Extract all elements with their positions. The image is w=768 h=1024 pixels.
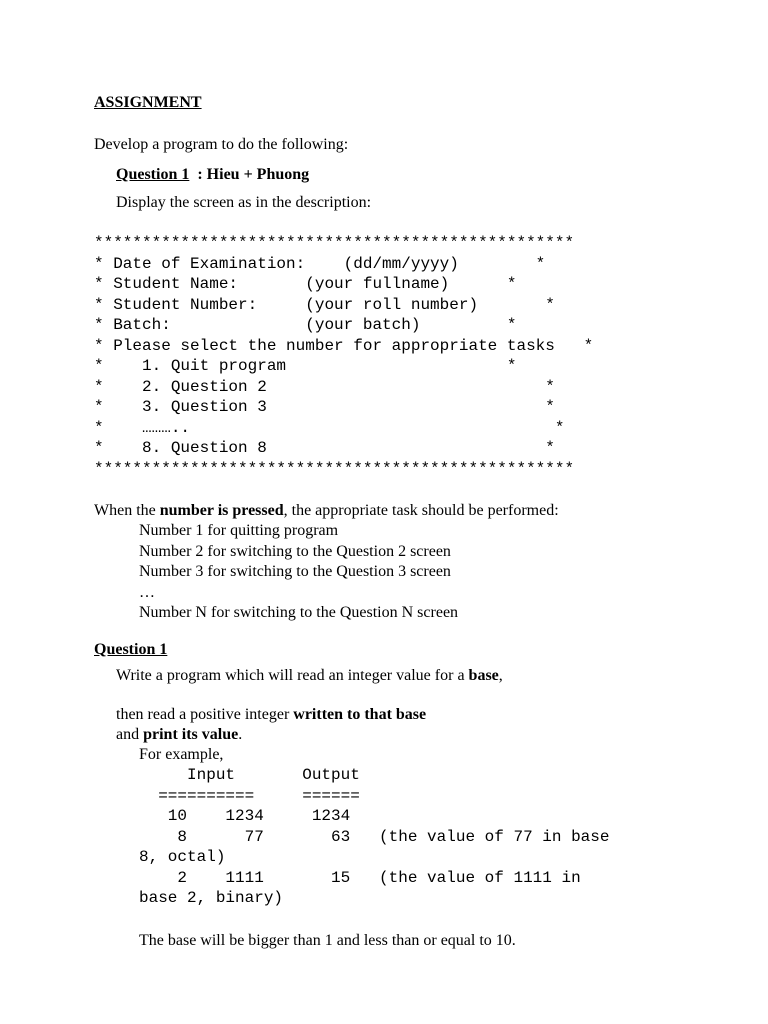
q1-text-bold: base xyxy=(468,667,499,684)
when-pressed-post: , the appropriate task should be performed: xyxy=(283,502,559,519)
when-pressed-pre: When the xyxy=(94,502,160,519)
question-1-line-2 xyxy=(116,705,426,725)
q1-line2-bold: written to that base xyxy=(293,706,427,723)
example-line: 2 1111 15 (the value of 1111 in xyxy=(139,868,581,887)
menu-line: ************************************************** xyxy=(94,234,575,252)
example-line: base 2, binary) xyxy=(139,889,284,907)
q1-text-pre: Write a program which will read an integer value for a xyxy=(116,667,469,684)
base-note: The base will be bigger than 1 and less than or equal to 10. xyxy=(139,932,516,949)
menu-line: * Please select the number for appropriate tasks * xyxy=(94,336,594,355)
q1-text-post: , xyxy=(498,667,503,684)
example-line: 8 77 63 (the value of 77 in base xyxy=(139,827,610,846)
example-line: 10 1234 1234 xyxy=(139,807,351,825)
example-table xyxy=(139,765,609,909)
q1-line2-pre: then read a positive integer xyxy=(116,706,294,723)
intro-text: Develop a program to do the following: xyxy=(94,136,349,153)
question-1-line-3 xyxy=(116,725,242,745)
for-example-label: For example, xyxy=(139,746,224,763)
menu-line: * Batch: (your batch) * xyxy=(94,316,517,334)
number-list xyxy=(139,521,458,624)
question-1-authors: Hieu + Phuong xyxy=(206,166,310,183)
q1-line3-bold: print its value xyxy=(143,726,239,743)
list-item: Number 3 for switching to the Question 3 screen xyxy=(139,563,451,580)
q1-line3-pre: and xyxy=(116,726,144,743)
menu-line: * 2. Question 2 * xyxy=(94,377,555,396)
menu-line: * Date of Examination: (dd/mm/yyyy) * xyxy=(94,254,546,273)
menu-screen-block xyxy=(94,233,593,479)
menu-line: * Student Name: (your fullname) * xyxy=(94,275,517,293)
when-pressed-bold: number is pressed xyxy=(159,502,284,519)
question-1-text xyxy=(116,666,503,686)
question-1-heading xyxy=(116,165,309,185)
question-1-title: Question 1 xyxy=(94,641,168,658)
menu-line: * Student Number: (your roll number) * xyxy=(94,295,555,314)
q1-line3-post: . xyxy=(238,726,243,743)
menu-line: ************************************************** xyxy=(94,459,575,478)
example-line: ========== ====== xyxy=(139,786,360,805)
list-item: Number 1 for quitting program xyxy=(139,522,339,539)
example-line: Input Output xyxy=(139,766,360,784)
question-1-separator: : xyxy=(189,166,207,183)
menu-line: * 1. Quit program * xyxy=(94,357,517,375)
question-1-label: Question 1 xyxy=(116,166,190,183)
list-item: Number N for switching to the Question N screen xyxy=(139,604,459,621)
menu-line: * ……….. * xyxy=(94,418,565,437)
assignment-heading: ASSIGNMENT xyxy=(94,94,202,111)
list-item: … xyxy=(139,583,155,601)
list-item: Number 2 for switching to the Question 2 screen xyxy=(139,542,451,560)
menu-line: * 8. Question 8 * xyxy=(94,439,555,457)
when-pressed-text xyxy=(94,501,559,521)
menu-line: * 3. Question 3 * xyxy=(94,398,555,416)
example-line: 8, octal) xyxy=(139,848,226,866)
display-instruction: Display the screen as in the description: xyxy=(116,194,372,211)
